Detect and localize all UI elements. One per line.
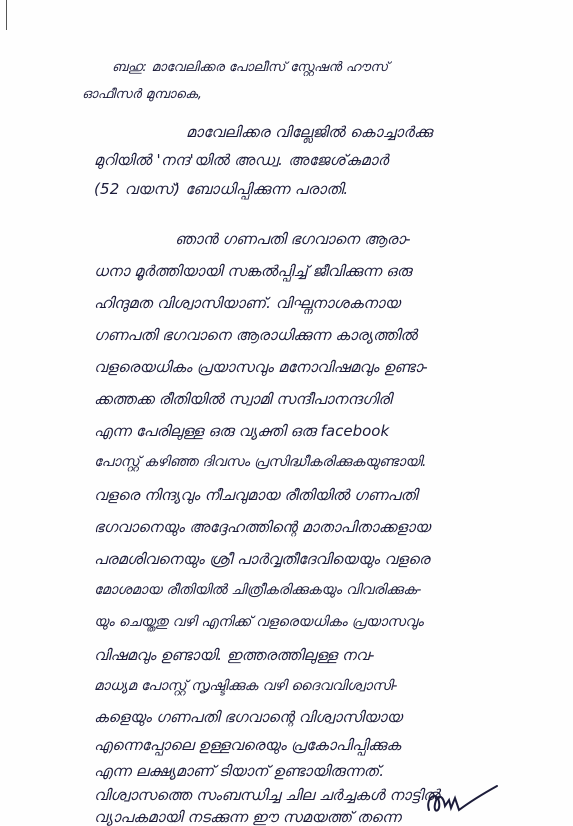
- page-edge-mark: [6, 0, 7, 30]
- body-line: ക്കത്തക്ക രീതിയിൽ സ്വാമി സന്ദീപാനന്ദഗിരി: [94, 390, 392, 408]
- body-line: എന്ന പേരിലുള്ള ഒരു വ്യക്തി ഒരു facebook: [94, 422, 390, 440]
- body-line: വളരെയധികം പ്രയാസവും മനോവിഷമവും ഉണ്ടാ-: [94, 358, 428, 376]
- body-line: മോശമായ രീതിയിൽ ചിത്രീകരിക്കുകയും വിവരിക്കുക-: [94, 582, 422, 598]
- body-line: വളരെ നിന്ദ്യവും നീചവുമായ രീതിയിൽ ഗണപതി: [94, 486, 418, 504]
- body-line: യും ചെയ്തതു വഴി എനിക്ക് വളരെയധികം പ്രയാസവും: [94, 614, 424, 630]
- body-line: പോസ്റ്റ് കഴിഞ്ഞ ദിവസം പ്രസിദ്ധീകരിക്കുകയുണ്ടായി.: [94, 454, 427, 470]
- body-line: മാധ്യമ പോസ്റ്റ് സൃഷ്ടിക്കുക വഴി ദൈവവിശ്വാസി-: [94, 678, 398, 694]
- body-line: പരമശിവനെയും ശ്രീ പാർവ്വതീദേവിയെയും വളരെ: [94, 550, 430, 568]
- subject-line-1: മാവേലിക്കര വില്ലേജിൽ കൊച്ചാർക്കു: [186, 123, 433, 141]
- body-line: കളെയും ഗണപതി ഭഗവാന്റെ വിശ്വാസിയായ: [94, 708, 402, 726]
- body-line: ഗണപതി ഭഗവാനെ ആരാധിക്കുന്ന കാര്യത്തിൽ: [94, 326, 417, 344]
- body-line: ഭഗവാനെയും അദ്ദേഹത്തിന്റെ മാതാപിതാക്കളായ: [94, 518, 431, 536]
- body-line: ഹിന്ദുമത വിശ്വാസിയാണ്. വിഘ്നനാശകനായ: [94, 294, 400, 312]
- signature-icon: [423, 780, 503, 820]
- body-line: വ്യാപകമായി നടക്കുന്ന ഈ സമയത്ത് തന്നെ: [94, 808, 401, 826]
- addressee-line-1: ബഹു: മാവേലിക്കര പോലീസ് സ്റ്റേഷൻ ഹൗസ്: [112, 60, 389, 75]
- body-line: വിഷമവും ഉണ്ടായി. ഇത്തരത്തിലുള്ള നവ-: [94, 646, 375, 664]
- body-line: എന്നെപ്പോലെ ഉള്ളവരെയും പ്രകോപിപ്പിക്കുക: [94, 736, 401, 754]
- addressee-line-2: ഓഫീസർ മുമ്പാകെ,: [82, 87, 203, 102]
- body-line: ധനാ മൂർത്തിയായി സങ്കൽപ്പിച്ച് ജീവിക്കുന്ന ഒരു: [94, 262, 412, 280]
- subject-line-3: (52 വയസ്) ബോധിപ്പിക്കുന്ന പരാതി.: [94, 180, 349, 198]
- subject-line-2: മുറിയിൽ 'നന്ദ'യിൽ അഡ്വ. അജേശ്‌കുമാർ: [94, 151, 389, 169]
- body-line: വിശ്വാസത്തെ സംബന്ധിച്ച ചില ചർച്ചകൾ നാട്ടിൽ: [94, 786, 440, 804]
- body-line: എന്ന ലക്ഷ്യമാണ് ടിയാന് ഉണ്ടായിരുന്നത്.: [94, 762, 385, 780]
- body-line: ഞാൻ ഗണപതി ഭഗവാനെ ആരാ-: [175, 230, 411, 248]
